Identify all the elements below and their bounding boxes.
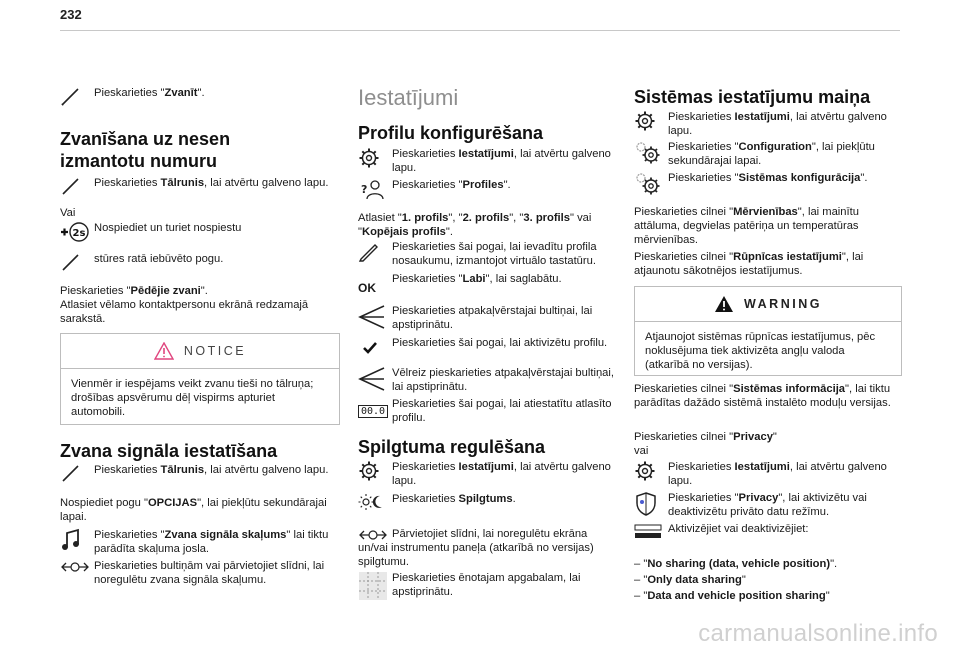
text-activate: Pieskarieties šai pogai, lai aktivizētu profilu. bbox=[392, 337, 608, 349]
svg-text:2s: 2s bbox=[72, 228, 86, 239]
pencil-touch-icon bbox=[60, 463, 94, 483]
step-configuration bbox=[634, 140, 904, 168]
text-settings-3: Pieskarieties Iestatījumi, lai atvērtu galveno lapu. bbox=[668, 111, 887, 138]
step-phone-2 bbox=[60, 463, 340, 483]
toggle-bar-icon bbox=[634, 522, 668, 540]
step-reset bbox=[358, 397, 620, 425]
heading-profiles: Profilu konfigurēšana bbox=[358, 123, 544, 143]
text-call: Pieskarieties "Zvanīt". bbox=[94, 87, 205, 99]
notice-label: NOTICE bbox=[183, 343, 247, 358]
text-options: Nospiediet pogu "OPCIJAS", lai piekļūtu sekundārajai lapai. bbox=[60, 497, 327, 524]
step-back bbox=[358, 304, 620, 332]
text-reset: Pieskarieties šai pogai, lai atiestatītu atlasīto profilu. bbox=[392, 398, 612, 425]
steering-button-icon bbox=[60, 221, 94, 243]
back-arrow-icon bbox=[358, 366, 392, 394]
heading-brightness: Spilgtuma regulēšana bbox=[358, 437, 546, 457]
text-factory: Pieskarieties cilnei "Rūpnīcas iestatījumi", lai atjaunotu sākotnējos iestatījumus. bbox=[634, 251, 864, 278]
header-divider bbox=[60, 30, 900, 31]
text-or-3: vai bbox=[634, 445, 649, 457]
text-settings: Pieskarieties Iestatījumi, lai atvērtu galveno lapu. bbox=[392, 148, 611, 175]
step-activate bbox=[358, 336, 620, 358]
reset-counter-icon: 00.0 bbox=[358, 397, 392, 425]
notice-header bbox=[61, 334, 339, 369]
text-settings-2: Pieskarieties Iestatījumi, lai atvērtu galveno lapu. bbox=[392, 461, 611, 488]
pencil-touch-icon bbox=[60, 176, 94, 196]
ok-button-icon: OK bbox=[358, 281, 376, 295]
step-brightness bbox=[358, 492, 620, 512]
text-or: Vai bbox=[60, 207, 76, 219]
text-last-calls: Pieskarieties "Pēdējie zvani". bbox=[60, 285, 208, 297]
warning-box bbox=[634, 286, 902, 376]
checkmark-icon bbox=[358, 336, 392, 358]
step-settings bbox=[358, 147, 620, 175]
list-item: – "Data and vehicle position sharing" bbox=[634, 590, 830, 603]
step-phone bbox=[60, 176, 340, 196]
notice-triangle-icon bbox=[154, 342, 174, 360]
step-settings-2 bbox=[358, 460, 620, 488]
text-back-2: Vēlreiz pieskarieties atpakaļvērstajai bultiņai, lai apstiprinātu. bbox=[392, 367, 614, 394]
gear-icon bbox=[634, 460, 668, 488]
step-shaded bbox=[358, 571, 620, 601]
text-press: Nospiediet un turiet nospiestu bbox=[94, 222, 242, 234]
text-ring-volume: Pieskarieties "Zvana signāla skaļums" lai tiktu parādīta skaļuma josla. bbox=[94, 529, 329, 556]
warning-label: WARNING bbox=[744, 296, 822, 311]
warning-header bbox=[635, 287, 901, 322]
heading-recent-calls: Zvanīšana uz nesen izmantotu numuru bbox=[60, 129, 231, 171]
text-units: Pieskarieties cilnei "Mērvienības", lai mainītu attāluma, degvielas patēriņa un temperatūras mērvienības. bbox=[634, 206, 859, 247]
step-settings-4 bbox=[634, 460, 904, 488]
text-privacy: Pieskarieties "Privacy", lai aktivizētu vai deaktivizētu privāto datu režīmu. bbox=[668, 492, 867, 519]
step-ok bbox=[358, 272, 620, 295]
back-arrow-icon bbox=[358, 304, 392, 332]
step-ring-volume bbox=[60, 528, 340, 556]
heading-settings: Iestatījumi bbox=[358, 85, 459, 110]
page-number: 232 bbox=[60, 7, 82, 22]
warning-body: Atjaunojot sistēmas rūpnīcas iestatījumus, pēc noklusējuma tiek aktivizēta angļu valoda (atkarībā no versijas). bbox=[645, 331, 876, 372]
privacy-shield-icon bbox=[634, 491, 668, 519]
shaded-area-icon bbox=[358, 571, 392, 601]
pencil-touch-icon bbox=[60, 252, 94, 272]
svg-text:?: ? bbox=[361, 183, 368, 196]
text-back: Pieskarieties atpakaļvērstajai bultiņai, lai apstiprinātu. bbox=[392, 305, 593, 332]
watermark: carmanualsonline.info bbox=[698, 619, 938, 647]
warning-triangle-icon bbox=[714, 295, 734, 313]
text-select-contact: Atlasiet vēlamo kontaktpersonu ekrānā redzamajā sarakstā. bbox=[60, 299, 309, 326]
text-ok: Pieskarieties "Labi", lai saglabātu. bbox=[392, 273, 562, 285]
profile-users-icon bbox=[358, 178, 392, 200]
text-profiles: Pieskarieties "Profiles". bbox=[392, 179, 511, 191]
text-phone: Pieskarieties Tālrunis, lai atvērtu galveno lapu. bbox=[94, 177, 329, 189]
music-note-icon bbox=[60, 528, 94, 556]
step-toggle bbox=[634, 522, 904, 540]
double-gear-icon bbox=[634, 171, 668, 197]
list-item: – "No sharing (data, vehicle position)". bbox=[634, 558, 838, 570]
text-system-info: Pieskarieties cilnei "Sistēmas informācija", lai tiktu parādītas dažādo sistēmā instalēto moduļu versijas. bbox=[634, 383, 891, 410]
heading-ringtone: Zvana signāla iestatīšana bbox=[60, 441, 278, 461]
slider-arrows-icon bbox=[60, 559, 94, 587]
text-privacy-tab: Pieskarieties cilnei "Privacy" bbox=[634, 431, 777, 443]
step-rename bbox=[358, 240, 620, 268]
text-rename: Pieskarieties šai pogai, lai ievadītu profila nosaukumu, izmantojot virtuālo tastatūru. bbox=[392, 241, 597, 268]
text-shaded: Pieskarieties ēnotajam apgabalam, lai apstiprinātu. bbox=[392, 572, 581, 599]
text-settings-4: Pieskarieties Iestatījumi, lai atvērtu galveno lapu. bbox=[668, 461, 887, 488]
step-arrows bbox=[60, 559, 340, 587]
text-brightness: Pieskarieties Spilgtums. bbox=[392, 493, 516, 505]
text-system-config: Pieskarieties "Sistēmas konfigurācija". bbox=[668, 172, 868, 184]
pencil-touch-icon bbox=[60, 86, 94, 106]
sharing-options-list bbox=[634, 557, 904, 604]
text-arrows: Pieskarieties bultiņām vai pārvietojiet slīdni, lai noregulētu zvana signāla skaļumu. bbox=[94, 560, 325, 587]
text-slider: Pārvietojiet slīdni, lai noregulētu ekrāna un/vai instrumentu paneļa (atkarībā no versijas) spilgtumu. bbox=[358, 528, 594, 569]
text-phone-2: Pieskarieties Tālrunis, lai atvērtu galveno lapu. bbox=[94, 464, 329, 476]
step-settings-3 bbox=[634, 110, 904, 138]
text-toggle: Aktivizējiet vai deaktivizējiet: bbox=[668, 523, 809, 535]
notice-body: Vienmēr ir iespējams veikt zvanu tieši no tālruņa; drošības apsvērumu dēļ vispirms apturiet automobili. bbox=[71, 378, 314, 419]
step-system-config bbox=[634, 171, 904, 197]
gear-icon bbox=[358, 147, 392, 175]
text-wheel: stūres ratā iebūvēto pogu. bbox=[94, 253, 224, 265]
pencil-icon bbox=[358, 240, 392, 268]
notice-box bbox=[60, 333, 340, 425]
step-press bbox=[60, 221, 340, 243]
text-configuration: Pieskarieties "Configuration", lai piekļūtu sekundārajai lapai. bbox=[668, 141, 875, 168]
step-privacy bbox=[634, 491, 904, 519]
double-gear-icon bbox=[634, 140, 668, 168]
brightness-icon bbox=[358, 492, 392, 512]
heading-system-settings: Sistēmas iestatījumu maiņa bbox=[634, 87, 871, 107]
text-select-profile: Atlasiet "1. profils", "2. profils", "3. profils" vai "Kopējais profils". bbox=[358, 212, 592, 239]
gear-icon bbox=[634, 110, 668, 138]
step-call bbox=[60, 86, 340, 106]
step-wheel bbox=[60, 252, 340, 272]
step-profiles bbox=[358, 178, 620, 200]
list-item: – "Only data sharing" bbox=[634, 574, 746, 587]
gear-icon bbox=[358, 460, 392, 488]
step-back-2 bbox=[358, 366, 620, 394]
